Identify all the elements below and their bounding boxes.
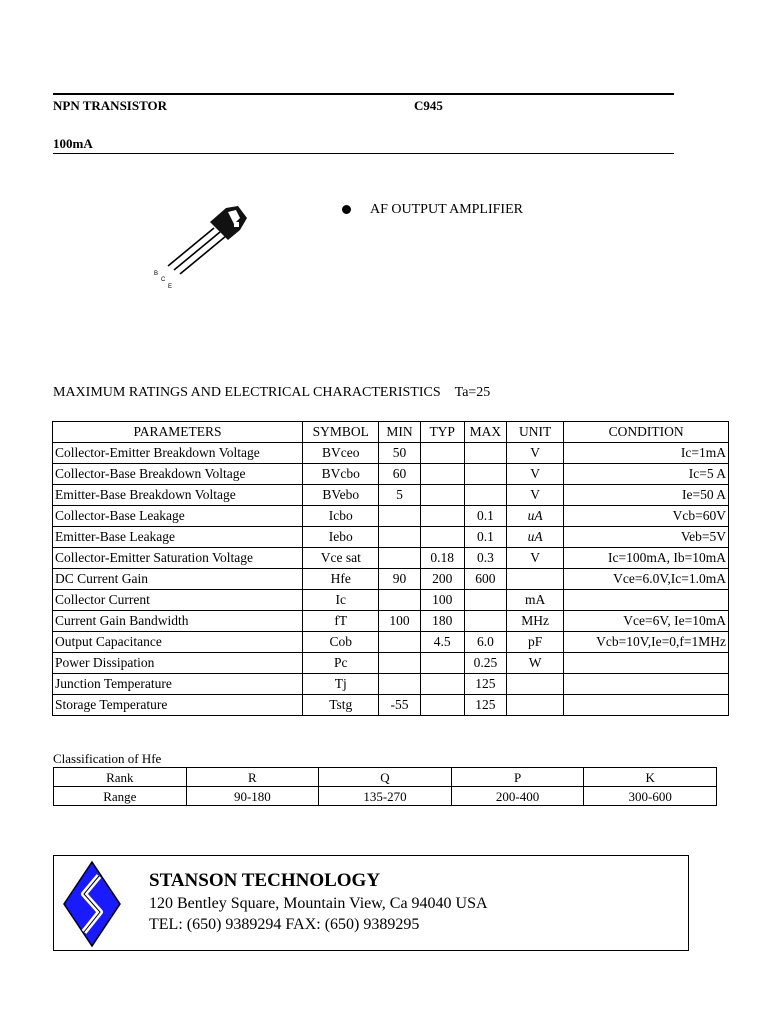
param-typ: 4.5 xyxy=(420,632,464,653)
param-name: Storage Temperature xyxy=(53,695,303,716)
hfe-range-cell: 90-180 xyxy=(186,787,319,806)
param-condition: Vce=6.0V,Ic=1.0mA xyxy=(564,569,729,590)
hfe-range-row xyxy=(54,787,717,806)
param-symbol: fT xyxy=(303,611,379,632)
param-typ: 180 xyxy=(420,611,464,632)
table-row xyxy=(53,485,729,506)
param-name: Collector-Base Breakdown Voltage xyxy=(53,464,303,485)
col-max: MAX xyxy=(464,422,506,443)
ratings-temp: Ta=25 xyxy=(454,385,491,400)
param-symbol: Icbo xyxy=(303,506,379,527)
param-condition xyxy=(564,590,729,611)
param-unit xyxy=(506,569,563,590)
param-condition: Veb=5V xyxy=(564,527,729,548)
param-condition: Ie=50 A xyxy=(564,485,729,506)
param-typ xyxy=(420,695,464,716)
param-max xyxy=(464,611,506,632)
param-name: Current Gain Bandwidth xyxy=(53,611,303,632)
param-min xyxy=(379,674,420,695)
param-symbol: Tj xyxy=(303,674,379,695)
param-condition xyxy=(564,653,729,674)
param-condition: Ic=5 A xyxy=(564,464,729,485)
param-min: 50 xyxy=(379,443,420,464)
param-name: Collector-Emitter Saturation Voltage xyxy=(53,548,303,569)
table-row xyxy=(53,632,729,653)
table-row xyxy=(53,464,729,485)
param-symbol: BVceo xyxy=(303,443,379,464)
param-symbol: Iebo xyxy=(303,527,379,548)
param-max xyxy=(464,485,506,506)
param-symbol: Cob xyxy=(303,632,379,653)
param-min: 5 xyxy=(379,485,420,506)
col-symbol: SYMBOL xyxy=(303,422,379,443)
top-rule xyxy=(53,93,674,95)
transistor-leads xyxy=(168,228,226,274)
ratings-table xyxy=(52,421,729,716)
param-name: DC Current Gain xyxy=(53,569,303,590)
param-condition: Vcb=10V,Ie=0,f=1MHz xyxy=(564,632,729,653)
table-row xyxy=(53,695,729,716)
param-typ: 200 xyxy=(420,569,464,590)
param-typ xyxy=(420,653,464,674)
param-max xyxy=(464,464,506,485)
col-min: MIN xyxy=(379,422,420,443)
bullet-icon xyxy=(342,205,351,214)
hfe-rank-label: Rank xyxy=(54,768,187,787)
hfe-rank-cell: Q xyxy=(319,768,452,787)
hfe-range-label: Range xyxy=(54,787,187,806)
param-condition: Vce=6V, Ie=10mA xyxy=(564,611,729,632)
param-typ: 100 xyxy=(420,590,464,611)
param-symbol: Hfe xyxy=(303,569,379,590)
param-condition xyxy=(564,695,729,716)
hfe-rank-row xyxy=(54,768,717,787)
param-min: 100 xyxy=(379,611,420,632)
param-unit: mA xyxy=(506,590,563,611)
table-row xyxy=(53,506,729,527)
param-min xyxy=(379,653,420,674)
param-name: Collector-Emitter Breakdown Voltage xyxy=(53,443,303,464)
table-row xyxy=(53,674,729,695)
param-max: 0.3 xyxy=(464,548,506,569)
company-name: STANSON TECHNOLOGY xyxy=(149,870,381,891)
param-min: 60 xyxy=(379,464,420,485)
param-min: 90 xyxy=(379,569,420,590)
company-logo-icon xyxy=(62,860,122,948)
param-max xyxy=(464,443,506,464)
ratings-header-row xyxy=(53,422,729,443)
param-unit: V xyxy=(506,485,563,506)
param-name: Junction Temperature xyxy=(53,674,303,695)
param-typ: 0.18 xyxy=(420,548,464,569)
param-name: Collector Current xyxy=(53,590,303,611)
param-typ xyxy=(420,443,464,464)
param-condition: Ic=1mA xyxy=(564,443,729,464)
hfe-rank-cell: R xyxy=(186,768,319,787)
param-name: Emitter-Base Leakage xyxy=(53,527,303,548)
table-row xyxy=(53,611,729,632)
param-unit: V xyxy=(506,443,563,464)
param-typ xyxy=(420,674,464,695)
hfe-rank-cell: P xyxy=(451,768,584,787)
param-min xyxy=(379,590,420,611)
param-max xyxy=(464,590,506,611)
param-name: Power Dissipation xyxy=(53,653,303,674)
param-max: 0.1 xyxy=(464,527,506,548)
feature-text: AF OUTPUT AMPLIFIER xyxy=(370,202,523,217)
hfe-title: Classification of Hfe xyxy=(53,751,162,766)
part-number: C945 xyxy=(414,98,443,113)
param-unit: V xyxy=(506,548,563,569)
col-parameters: PARAMETERS xyxy=(53,422,303,443)
table-row xyxy=(53,443,729,464)
param-name: Output Capacitance xyxy=(53,632,303,653)
company-box xyxy=(53,855,689,951)
pin-c-label: C xyxy=(161,277,166,283)
param-min xyxy=(379,527,420,548)
col-unit: UNIT xyxy=(506,422,563,443)
hfe-range-cell: 200-400 xyxy=(451,787,584,806)
param-min xyxy=(379,548,420,569)
param-unit: uA xyxy=(506,506,563,527)
param-typ xyxy=(420,506,464,527)
param-unit: pF xyxy=(506,632,563,653)
hfe-rank-cell: K xyxy=(584,768,717,787)
table-row xyxy=(53,548,729,569)
pin-e-label: E xyxy=(168,284,173,290)
ratings-title-text: MAXIMUM RATINGS AND ELECTRICAL CHARACTERISTICS xyxy=(53,385,441,400)
param-condition: Ic=100mA, Ib=10mA xyxy=(564,548,729,569)
current-rating: 100mA xyxy=(53,136,93,151)
param-typ xyxy=(420,485,464,506)
param-symbol: Pc xyxy=(303,653,379,674)
param-symbol: BVcbo xyxy=(303,464,379,485)
header-rule xyxy=(53,153,674,154)
product-type: NPN TRANSISTOR xyxy=(53,98,168,113)
ratings-title xyxy=(53,385,490,401)
table-row xyxy=(53,527,729,548)
param-typ xyxy=(420,527,464,548)
param-unit xyxy=(506,674,563,695)
param-unit: uA xyxy=(506,527,563,548)
param-max: 125 xyxy=(464,695,506,716)
param-min: -55 xyxy=(379,695,420,716)
param-max: 125 xyxy=(464,674,506,695)
col-condition: CONDITION xyxy=(564,422,729,443)
table-row xyxy=(53,590,729,611)
param-symbol: Vce sat xyxy=(303,548,379,569)
param-name: Collector-Base Leakage xyxy=(53,506,303,527)
param-unit: W xyxy=(506,653,563,674)
table-row xyxy=(53,653,729,674)
hfe-range-cell: 300-600 xyxy=(584,787,717,806)
param-symbol: Tstg xyxy=(303,695,379,716)
param-unit xyxy=(506,695,563,716)
param-min xyxy=(379,632,420,653)
param-max: 0.25 xyxy=(464,653,506,674)
param-condition xyxy=(564,674,729,695)
param-max: 600 xyxy=(464,569,506,590)
param-unit: MHz xyxy=(506,611,563,632)
param-name: Emitter-Base Breakdown Voltage xyxy=(53,485,303,506)
param-unit: V xyxy=(506,464,563,485)
col-typ: TYP xyxy=(420,422,464,443)
param-condition: Vcb=60V xyxy=(564,506,729,527)
pin-b-label: B xyxy=(154,271,159,277)
company-contact: TEL: (650) 9389294 FAX: (650) 9389295 xyxy=(149,916,420,933)
param-max: 6.0 xyxy=(464,632,506,653)
hfe-range-cell: 135-270 xyxy=(319,787,452,806)
param-max: 0.1 xyxy=(464,506,506,527)
company-address: 120 Bentley Square, Mountain View, Ca 94040 USA xyxy=(149,895,488,912)
table-row xyxy=(53,569,729,590)
param-symbol: Ic xyxy=(303,590,379,611)
param-min xyxy=(379,506,420,527)
hfe-table xyxy=(53,767,717,806)
param-symbol: BVebo xyxy=(303,485,379,506)
transistor-package-image xyxy=(150,200,260,295)
param-typ xyxy=(420,464,464,485)
